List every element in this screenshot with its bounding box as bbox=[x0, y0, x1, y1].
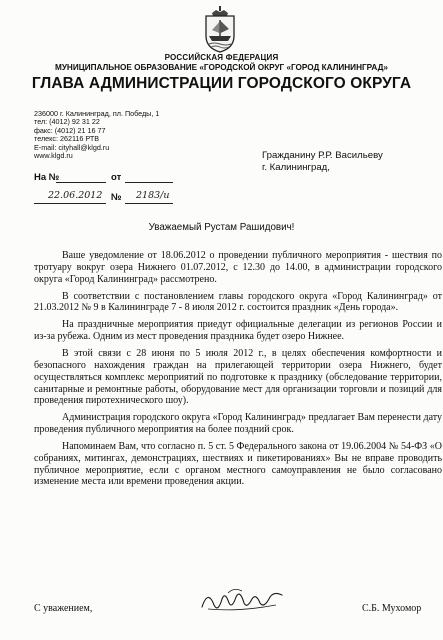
outgoing-no-label: № bbox=[111, 192, 122, 203]
kaliningrad-coat-of-arms-icon bbox=[198, 4, 242, 54]
sender-address: 236000 г. Калининград, пл. Победы, 1 bbox=[34, 109, 160, 118]
ref-ot-label: от bbox=[111, 172, 122, 183]
paragraph-5: Администрация городского округа «Город Калининград» предлагает Вам перенести дату проведения публичного мероприятия на более поздний срок. bbox=[34, 412, 442, 436]
addressee-city: г. Калининград, bbox=[262, 161, 330, 173]
closing-phrase: С уважением, bbox=[34, 603, 93, 614]
paragraph-4: В этой связи с 28 июня по 5 июля 2012 г., в целях обеспечения комфортности и безопасного нахождения граждан на прилегающей территории озера Нижнего, будет осуществляться комплекс мероприятий по подготовке к празднику (обследование территории, санитарные и ремонтные работы, оборудование мест для организации торговли и позиций для проведения пиротехнического шоу). bbox=[34, 348, 442, 407]
ref-na-label: На № bbox=[34, 172, 60, 183]
header-country: РОССИЙСКАЯ ФЕДЕРАЦИЯ bbox=[164, 53, 279, 62]
sender-email: E-mail: cityhall@klgd.ru bbox=[34, 142, 110, 152]
signer-name: С.Б. Мухомор bbox=[362, 603, 422, 614]
outgoing-date: 22.06.2012 bbox=[48, 190, 103, 201]
ref-ot-line bbox=[125, 182, 173, 183]
ref-na-line bbox=[56, 182, 106, 183]
outgoing-date-line bbox=[34, 203, 106, 204]
handwritten-signature-icon bbox=[198, 585, 288, 615]
paragraph-2: В соответствии с постановлением главы городского округа «Город Калининград» от 21.03.2012 № 9 в Калининграде 7 - 8 июля 2012 г. состоится праздник «День города». bbox=[34, 290, 442, 314]
outgoing-number: 2183/и bbox=[136, 190, 170, 201]
sender-website: www.klgd.ru bbox=[34, 151, 73, 161]
addressee-block bbox=[262, 150, 432, 173]
letter-body bbox=[34, 250, 442, 491]
paragraph-1: Ваше уведомление от 18.06.2012 о проведении публичного мероприятия - шествия по тротуару вокруг озера Нижнего 01.07.2012, с 12.30 до 14.00, в администрации городского округа «Город Калининград» рассмотрено. bbox=[34, 250, 442, 285]
sender-telex: телекс: 262116 РТВ bbox=[34, 134, 100, 144]
outgoing-no-line bbox=[125, 203, 173, 204]
addressee-name: Гражданину Р.Р. Васильеву bbox=[262, 150, 383, 161]
sender-contacts bbox=[34, 110, 204, 160]
header-municipality: МУНИЦИПАЛЬНОЕ ОБРАЗОВАНИЕ «ГОРОДСКОЙ ОКРУГ «ГОРОД КАЛИНИНГРАД» bbox=[55, 63, 388, 72]
salutation: Уважаемый Рустам Рашидович! bbox=[148, 222, 295, 233]
sender-phone: тел: (4012) 92 31 22 bbox=[34, 117, 100, 127]
paragraph-6: Напоминаем Вам, что согласно п. 5 ст. 5 Федерального закона от 19.06.2004 № 54-ФЗ «О собраниях, митингах, демонстрациях, шествиях и пикетированиях» Вы не вправе проводить публичное мероприятие, если с органом местного самоуправления не было согласовано изменение места или времени проведения акции. bbox=[34, 441, 442, 488]
sender-fax: факс: (4012) 21 16 77 bbox=[34, 125, 106, 135]
header-authority: ГЛАВА АДМИНИСТРАЦИИ ГОРОДСКОГО ОКРУГА bbox=[31, 75, 412, 92]
paragraph-3: На праздничные мероприятия приедут официальные делегации из регионов России и из-за рубежа. Одним из мест проведения праздника будет озеро Нижнее. bbox=[34, 319, 442, 343]
